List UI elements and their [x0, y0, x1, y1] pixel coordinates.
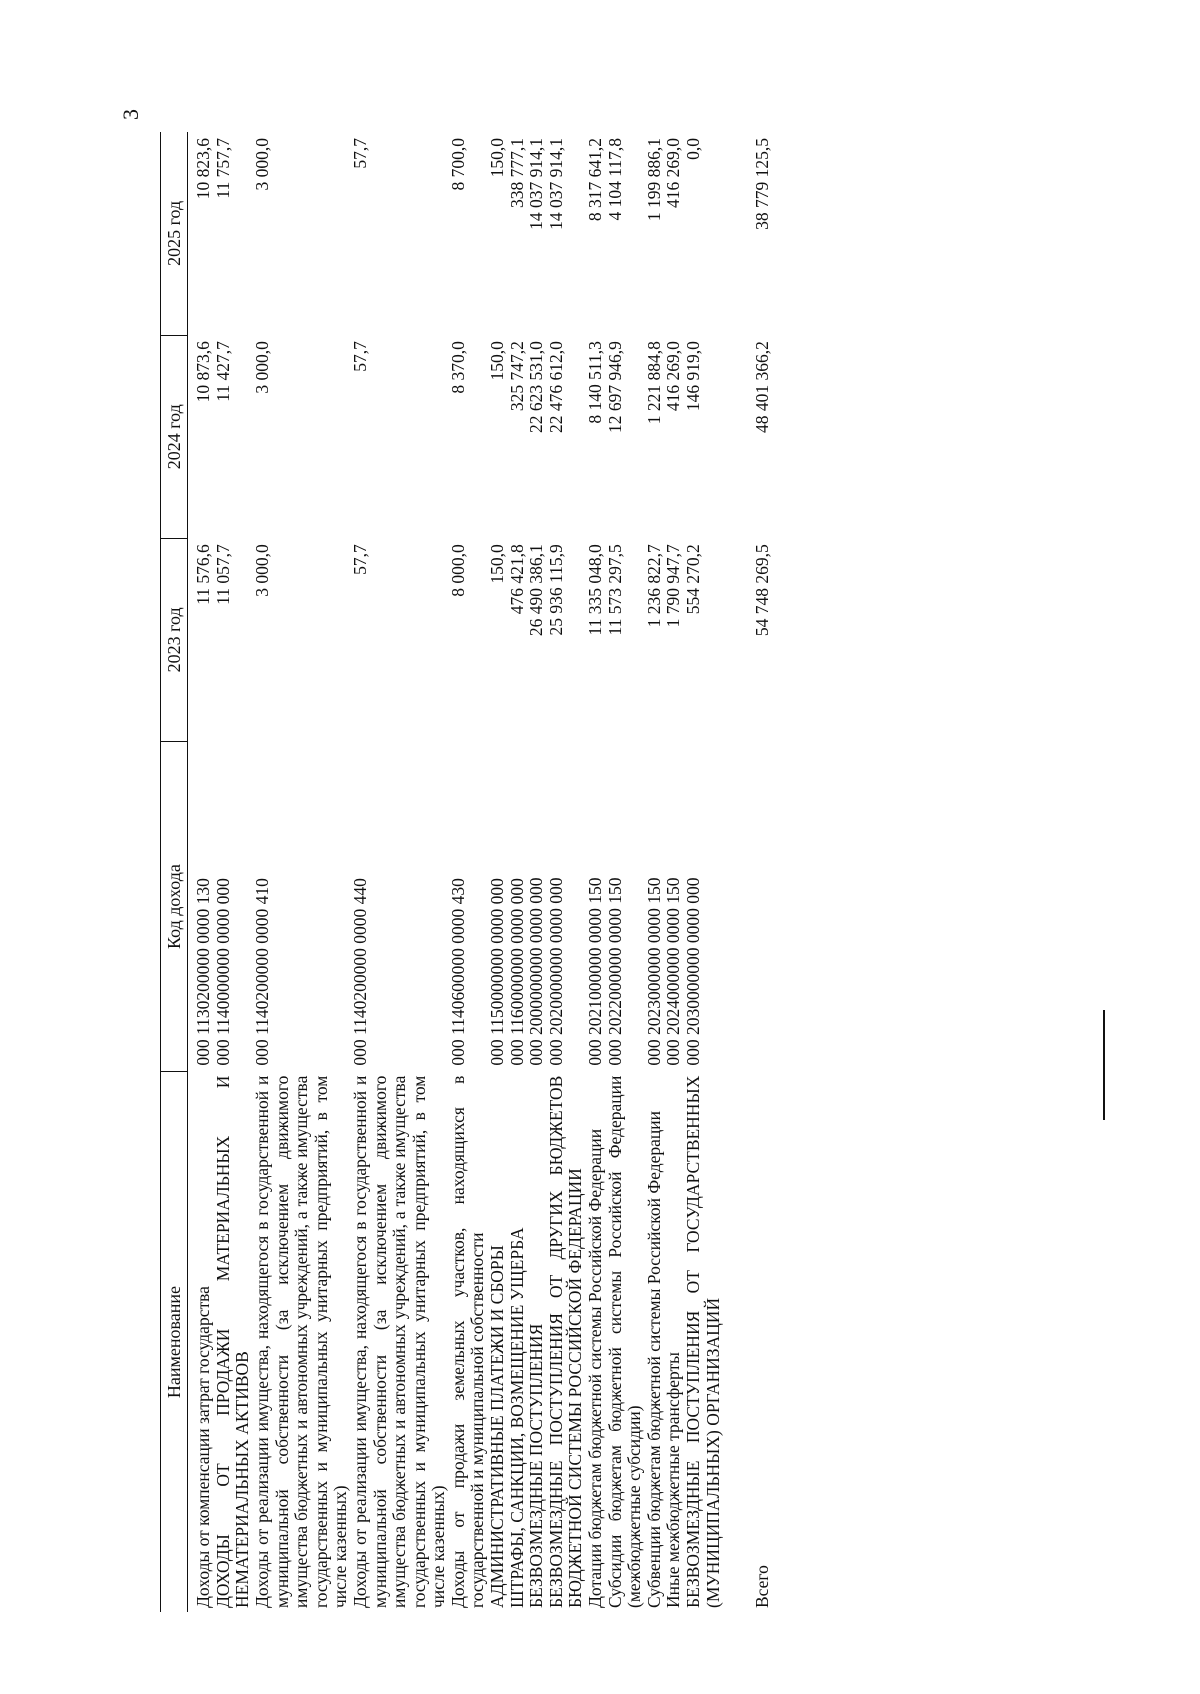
row-2025: 1 199 886,1: [643, 138, 664, 222]
header-code: Код дохода: [161, 741, 188, 1071]
row-2024: 146 919,0: [683, 341, 703, 412]
row-name: Субсидии бюджетам бюджетной системы Российской Федерации (межбюджетные субсидии): [604, 1075, 645, 1608]
row-2025: 0,0: [683, 138, 703, 160]
header-name: Наименование: [161, 1072, 188, 1612]
row-code: 000 1140200000 0000 440: [349, 878, 370, 1066]
row-name: Субвенции бюджетам бюджетной системы Российской Федерации: [643, 1110, 664, 1608]
row-2025: 416 269,0: [663, 138, 684, 208]
row-2024: 8 140 511,3: [585, 341, 606, 424]
table-row: [508, 132, 528, 1612]
row-code: 000 2023000000 0000 150: [643, 877, 664, 1066]
row-2025: 14 037 914,1: [526, 138, 547, 230]
row-code: 000 1140200000 0000 410: [251, 878, 272, 1066]
row-2025: 338 777,1: [506, 138, 527, 208]
table-row: [586, 132, 606, 1612]
row-2024: 150,0: [487, 341, 508, 381]
row-2023: 554 270,2: [683, 544, 703, 615]
row-name: Доходы от продажи земельных участков, находящихся в государственной и муниципальной собственности: [447, 1075, 488, 1608]
row-code: 000 2024000000 0000 150: [663, 877, 684, 1066]
row-name: ДОХОДЫ ОТ ПРОДАЖИ МАТЕРИАЛЬНЫХ И НЕМАТЕРИАЛЬНЫХ АКТИВОВ: [212, 1075, 253, 1608]
row-2023: 11 573 297,5: [604, 544, 625, 636]
row-2023: 476 421,8: [506, 544, 527, 615]
row-2024: 1 221 884,8: [643, 341, 664, 425]
row-2024: 10 873,6: [193, 341, 214, 403]
row-2025: 4 104 117,8: [604, 138, 625, 221]
row-2024: 416 269,0: [663, 341, 684, 412]
total-label: Всего: [752, 1565, 773, 1608]
row-code: 000 1160000000 0000 000: [506, 878, 527, 1066]
table-row: [214, 132, 253, 1612]
table-row: [488, 132, 508, 1612]
table-row: [527, 132, 547, 1612]
row-2023: 8 000,0: [447, 544, 468, 597]
table-row: [351, 132, 449, 1612]
row-name: Доходы от реализации имущества, находящегося в государственной и муниципальной собственности (за исключением движимого имущества бюджетных и автономных учреждений, а также имущества государственных и муниципальных унитарных предприятий, в том числе казенных): [349, 1075, 449, 1608]
table-row: [188, 132, 214, 1612]
row-2023: 150,0: [487, 544, 508, 584]
table-row: [606, 132, 645, 1612]
total-2025: 38 779 125,5: [752, 138, 773, 230]
row-2025: 8 700,0: [447, 138, 468, 191]
revenue-table: [160, 132, 773, 1612]
row-2024: 3 000,0: [251, 341, 272, 394]
row-2024: 12 697 946,9: [604, 341, 625, 434]
total-row: [723, 132, 773, 1612]
row-2023: 26 490 386,1: [526, 544, 547, 637]
header-2024: 2024 год: [161, 335, 188, 538]
row-code: 000 1150000000 0000 000: [487, 878, 508, 1066]
row-2024: 22 476 612,0: [545, 341, 566, 434]
row-name: БЕЗВОЗМЕЗДНЫЕ ПОСТУПЛЕНИЯ: [526, 1323, 547, 1608]
row-2024: 57,7: [349, 341, 370, 372]
row-code: 000 1140600000 0000 430: [447, 878, 468, 1066]
row-name: ШТРАФЫ, САНКЦИИ, ВОЗМЕЩЕНИЕ УЩЕРБА: [506, 1227, 527, 1608]
row-2025: 8 317 641,2: [585, 138, 606, 222]
row-2023: 1 790 947,7: [663, 544, 684, 628]
row-name: АДМИНИСТРАТИВНЫЕ ПЛАТЕЖИ И СБОРЫ: [487, 1245, 508, 1608]
row-2025: 11 757,7: [212, 138, 233, 199]
table-row: [449, 132, 488, 1612]
row-2023: 1 236 822,7: [643, 544, 664, 628]
header-2023: 2023 год: [161, 538, 188, 741]
rotated-table-container: [160, 132, 1120, 1612]
row-2023: 11 335 048,0: [585, 544, 606, 636]
table-row: [547, 132, 586, 1612]
row-2025: 57,7: [349, 138, 370, 169]
row-name: Доходы от компенсации затрат государства: [193, 1286, 214, 1608]
row-2023: 11 057,7: [212, 544, 233, 605]
table-row: [253, 132, 351, 1612]
total-2023: 54 748 269,5: [752, 544, 773, 637]
row-name: Дотации бюджетам бюджетной системы Российской Федерации: [585, 1128, 606, 1608]
table-row: [664, 132, 684, 1612]
row-name: Доходы от реализации имущества, находящегося в государственной и муниципальной собственности (за исключением движимого имущества бюджетных и автономных учреждений, а также имущества государственных и муниципальных унитарных предприятий, в том числе казенных): [251, 1075, 351, 1608]
table-row: [645, 132, 665, 1612]
total-code: [723, 741, 773, 1071]
row-name: БЕЗВОЗМЕЗДНЫЕ ПОСТУПЛЕНИЯ ОТ ГОСУДАРСТВЕННЫХ (МУНИЦИПАЛЬНЫХ) ОРГАНИЗАЦИЙ: [683, 1075, 723, 1608]
total-2024: 48 401 366,2: [752, 341, 773, 434]
row-code: 000 1130200000 0000 130: [193, 878, 214, 1066]
table-header-row: [161, 132, 188, 1612]
row-name: БЕЗВОЗМЕЗДНЫЕ ПОСТУПЛЕНИЯ ОТ ДРУГИХ БЮДЖЕТОВ БЮДЖЕТНОЙ СИСТЕМЫ РОССИЙСКОЙ ФЕДЕРАЦИИ: [545, 1075, 586, 1608]
row-2024: 22 623 531,0: [526, 341, 547, 434]
page-number: 3: [118, 109, 143, 120]
row-code: 000 2000000000 0000 000: [526, 877, 547, 1066]
row-2025: 10 823,6: [193, 138, 214, 200]
row-code: 000 2030000000 0000 000: [683, 877, 703, 1066]
row-code: 000 2021000000 0000 150: [585, 877, 606, 1066]
row-2023: 25 936 115,9: [545, 544, 566, 636]
row-2023: 57,7: [349, 544, 370, 575]
row-2023: 11 576,6: [193, 544, 214, 605]
row-name: Иные межбюджетные трансферты: [663, 1352, 684, 1608]
row-2024: 11 427,7: [212, 341, 233, 402]
header-2025: 2025 год: [161, 132, 188, 335]
row-2025: 150,0: [487, 138, 508, 178]
row-2024: 8 370,0: [447, 341, 468, 394]
row-code: 000 2020000000 0000 000: [545, 877, 566, 1066]
row-code: 000 2022000000 0000 150: [604, 877, 625, 1066]
table-row: [684, 132, 723, 1612]
row-2025: 3 000,0: [251, 138, 272, 191]
row-code: 000 1140000000 0000 000: [212, 878, 233, 1066]
row-2024: 325 747,2: [506, 341, 527, 412]
row-2025: 14 037 914,1: [545, 138, 566, 230]
row-2023: 3 000,0: [251, 544, 272, 597]
